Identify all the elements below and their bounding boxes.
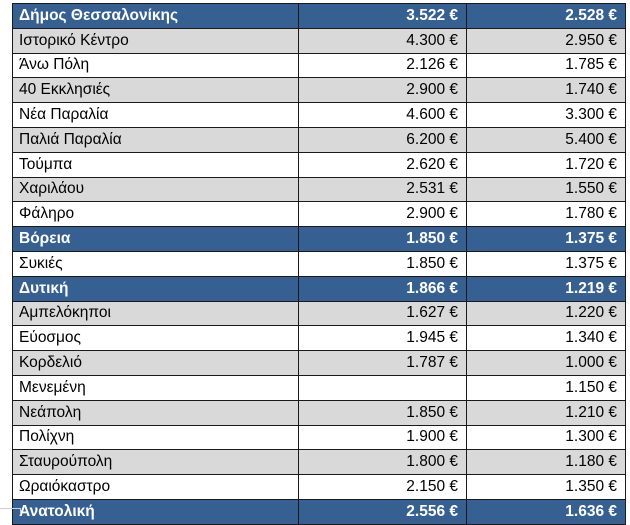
price-cell-second: 1.150 € [467,375,626,400]
area-name-cell: Σταυρούπολη [13,450,299,475]
price-cell-first: 1.850 € [299,227,467,252]
price-cell-second: 1.550 € [467,177,626,202]
price-cell-second: 1.785 € [467,53,626,78]
price-cell-first: 2.556 € [299,499,467,524]
region-summary-row [13,4,626,29]
price-cell-first: 1.900 € [299,425,467,450]
price-cell-first: 1.800 € [299,450,467,475]
district-row [13,375,626,400]
area-name-cell: Χαριλάου [13,177,299,202]
district-row [13,202,626,227]
price-cell-first: 4.600 € [299,103,467,128]
price-cell-second: 2.950 € [467,28,626,53]
price-cell-first: 1.850 € [299,251,467,276]
price-cell-first: 2.900 € [299,78,467,103]
price-cell-second: 1.350 € [467,475,626,500]
area-name-cell: 40 Εκκλησιές [13,78,299,103]
area-name-cell: Παλιά Παραλία [13,127,299,152]
price-cell-first: 4.300 € [299,28,467,53]
area-name-cell: Πολίχνη [13,425,299,450]
price-cell-first: 1.787 € [299,351,467,376]
area-name-cell: Ιστορικό Κέντρο [13,28,299,53]
region-summary-row [13,276,626,301]
area-name-cell: Κορδελιό [13,351,299,376]
district-row [13,177,626,202]
district-row [13,78,626,103]
price-cell-second: 5.400 € [467,127,626,152]
district-row [13,127,626,152]
area-name-cell: Άνω Πόλη [13,53,299,78]
area-name-cell: Δήμος Θεσσαλονίκης [13,4,299,29]
region-summary-row [13,227,626,252]
area-name-cell: Φάληρο [13,202,299,227]
district-row [13,152,626,177]
area-name-cell: Ωραιόκαστρο [13,475,299,500]
district-row [13,251,626,276]
area-name-cell: Νέα Παραλία [13,103,299,128]
area-name-cell: Δυτική [13,276,299,301]
price-cell-first: 1.866 € [299,276,467,301]
price-cell-first: 3.522 € [299,4,467,29]
price-cell-second: 1.300 € [467,425,626,450]
price-cell-second: 1.000 € [467,351,626,376]
price-cell-first: 2.900 € [299,202,467,227]
district-row [13,450,626,475]
price-table-body [13,4,626,525]
area-name-cell: Τούμπα [13,152,299,177]
price-cell-second: 1.636 € [467,499,626,524]
price-cell-second: 1.340 € [467,326,626,351]
price-cell-first: 2.620 € [299,152,467,177]
district-row [13,351,626,376]
area-name-cell: Εύοσμος [13,326,299,351]
price-cell-second: 1.210 € [467,400,626,425]
price-cell-second: 2.528 € [467,4,626,29]
price-cell-first: 2.126 € [299,53,467,78]
district-row [13,53,626,78]
price-cell-second: 1.220 € [467,301,626,326]
area-name-cell: Αμπελόκηποι [13,301,299,326]
price-cell-first: 2.150 € [299,475,467,500]
price-cell-second: 1.375 € [467,251,626,276]
price-cell-second: 1.375 € [467,227,626,252]
price-cell-second: 1.720 € [467,152,626,177]
district-row [13,326,626,351]
price-cell-second: 1.740 € [467,78,626,103]
district-row [13,400,626,425]
area-name-cell: Ανατολική [13,499,299,524]
price-cell-first: 2.531 € [299,177,467,202]
area-name-cell: Βόρεια [13,227,299,252]
price-cell-second: 3.300 € [467,103,626,128]
price-cell-first [299,375,467,400]
price-cell-first: 1.627 € [299,301,467,326]
price-table [12,3,626,525]
price-cell-first: 1.945 € [299,326,467,351]
district-row [13,28,626,53]
district-row [13,475,626,500]
area-name-cell: Συκιές [13,251,299,276]
price-cell-second: 1.219 € [467,276,626,301]
area-name-cell: Μενεμένη [13,375,299,400]
price-cell-first: 1.850 € [299,400,467,425]
district-row [13,425,626,450]
district-row [13,103,626,128]
area-name-cell: Νεάπολη [13,400,299,425]
region-summary-row [13,499,626,524]
price-cell-second: 1.180 € [467,450,626,475]
price-cell-second: 1.780 € [467,202,626,227]
district-row [13,301,626,326]
price-cell-first: 6.200 € [299,127,467,152]
